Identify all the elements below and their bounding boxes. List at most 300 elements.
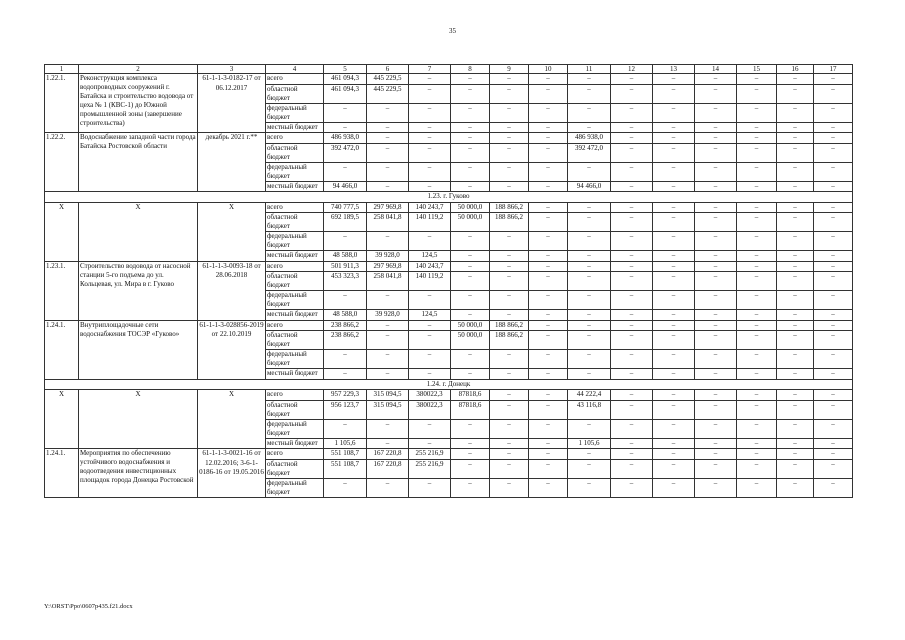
amount-cell: – bbox=[777, 84, 814, 103]
amount-cell: – bbox=[695, 74, 737, 85]
amount-cell: – bbox=[653, 369, 695, 380]
amount-cell: – bbox=[367, 331, 409, 350]
section-title: 1.23. г. Гуково bbox=[45, 192, 853, 203]
amount-cell: – bbox=[451, 103, 490, 122]
funding-source-label: местный бюджет bbox=[266, 310, 324, 321]
column-number: 14 bbox=[695, 65, 737, 74]
amount-cell: – bbox=[611, 272, 653, 291]
amount-cell: – bbox=[611, 320, 653, 331]
amount-cell: – bbox=[777, 369, 814, 380]
amount-cell: – bbox=[529, 400, 568, 419]
funding-source-label: всего bbox=[266, 390, 324, 401]
amount-cell: – bbox=[814, 143, 853, 162]
amount-cell: 140 119,2 bbox=[409, 272, 451, 291]
amount-cell: 50 000,0 bbox=[451, 202, 490, 213]
amount-cell: – bbox=[653, 459, 695, 478]
funding-source-label: областной бюджет bbox=[266, 272, 324, 291]
amount-cell: – bbox=[611, 133, 653, 144]
amount-cell: – bbox=[814, 419, 853, 438]
amount-cell: – bbox=[568, 122, 611, 133]
amount-cell: – bbox=[737, 213, 777, 232]
amount-cell: – bbox=[653, 103, 695, 122]
amount-cell: – bbox=[777, 133, 814, 144]
amount-cell: – bbox=[695, 272, 737, 291]
amount-cell: – bbox=[611, 350, 653, 369]
amount-cell: – bbox=[490, 162, 529, 181]
amount-cell: – bbox=[409, 133, 451, 144]
amount-cell: 48 588,0 bbox=[324, 310, 367, 321]
amount-cell: – bbox=[451, 459, 490, 478]
amount-cell: – bbox=[529, 232, 568, 251]
amount-cell: – bbox=[814, 181, 853, 192]
column-number-row bbox=[45, 65, 853, 74]
amount-cell: – bbox=[568, 261, 611, 272]
amount-cell: – bbox=[611, 251, 653, 262]
amount-cell: – bbox=[367, 133, 409, 144]
amount-cell: – bbox=[451, 291, 490, 310]
amount-cell: – bbox=[490, 143, 529, 162]
amount-cell: 486 938,0 bbox=[568, 133, 611, 144]
amount-cell: – bbox=[490, 291, 529, 310]
amount-cell: – bbox=[695, 419, 737, 438]
amount-cell: – bbox=[695, 122, 737, 133]
amount-cell: – bbox=[814, 261, 853, 272]
amount-cell: – bbox=[451, 419, 490, 438]
amount-cell: – bbox=[490, 251, 529, 262]
amount-cell: – bbox=[777, 291, 814, 310]
amount-cell: – bbox=[814, 438, 853, 449]
section-title: 1.24. г. Донецк bbox=[45, 379, 853, 390]
amount-cell: – bbox=[409, 84, 451, 103]
amount-cell: 87818,6 bbox=[451, 400, 490, 419]
amount-cell: – bbox=[529, 181, 568, 192]
funding-source-label: всего bbox=[266, 320, 324, 331]
amount-cell: – bbox=[777, 162, 814, 181]
amount-cell: – bbox=[737, 291, 777, 310]
amount-cell: – bbox=[737, 232, 777, 251]
amount-cell: – bbox=[653, 438, 695, 449]
amount-cell: – bbox=[324, 291, 367, 310]
amount-cell: – bbox=[737, 390, 777, 401]
amount-cell: – bbox=[653, 478, 695, 497]
column-number: 8 bbox=[451, 65, 490, 74]
column-number: 10 bbox=[529, 65, 568, 74]
amount-cell: – bbox=[529, 310, 568, 321]
item-code: 1.23.1. bbox=[45, 261, 79, 320]
amount-cell: – bbox=[737, 162, 777, 181]
amount-cell: – bbox=[451, 310, 490, 321]
amount-cell: – bbox=[695, 84, 737, 103]
amount-cell: – bbox=[529, 202, 568, 213]
amount-cell: – bbox=[409, 181, 451, 192]
funding-source-label: всего bbox=[266, 74, 324, 85]
amount-cell: 392 472,0 bbox=[568, 143, 611, 162]
amount-cell: – bbox=[451, 261, 490, 272]
amount-cell: 1 105,6 bbox=[568, 438, 611, 449]
amount-cell: – bbox=[529, 449, 568, 460]
funding-source-label: областной бюджет bbox=[266, 400, 324, 419]
amount-cell: – bbox=[324, 232, 367, 251]
amount-cell: 48 588,0 bbox=[324, 251, 367, 262]
amount-cell: – bbox=[611, 459, 653, 478]
amount-cell: – bbox=[529, 390, 568, 401]
amount-cell: – bbox=[568, 310, 611, 321]
funding-source-label: местный бюджет bbox=[266, 369, 324, 380]
amount-cell: – bbox=[568, 103, 611, 122]
amount-cell: 392 472,0 bbox=[324, 143, 367, 162]
amount-cell: – bbox=[409, 369, 451, 380]
amount-cell: – bbox=[777, 459, 814, 478]
amount-cell: – bbox=[568, 320, 611, 331]
amount-cell: – bbox=[324, 478, 367, 497]
table-row bbox=[45, 390, 853, 401]
funding-source-label: всего bbox=[266, 449, 324, 460]
amount-cell: – bbox=[737, 459, 777, 478]
amount-cell: – bbox=[777, 181, 814, 192]
table-row bbox=[45, 261, 853, 272]
item-document: 61-1-1-3-0093-18 от 28.06.2018 bbox=[198, 261, 266, 320]
amount-cell: 461 094,3 bbox=[324, 74, 367, 85]
amount-cell: 140 119,2 bbox=[409, 213, 451, 232]
amount-cell: – bbox=[814, 272, 853, 291]
amount-cell: – bbox=[695, 350, 737, 369]
amount-cell: – bbox=[529, 369, 568, 380]
section-header-row bbox=[45, 379, 853, 390]
amount-cell: – bbox=[695, 251, 737, 262]
amount-cell: 445 229,5 bbox=[367, 74, 409, 85]
amount-cell: – bbox=[814, 390, 853, 401]
amount-cell: – bbox=[529, 213, 568, 232]
amount-cell: – bbox=[695, 133, 737, 144]
amount-cell: – bbox=[653, 133, 695, 144]
amount-cell: – bbox=[695, 162, 737, 181]
amount-cell: – bbox=[814, 449, 853, 460]
amount-cell: – bbox=[324, 162, 367, 181]
amount-cell: – bbox=[529, 84, 568, 103]
amount-cell: 43 116,8 bbox=[568, 400, 611, 419]
amount-cell: 453 323,3 bbox=[324, 272, 367, 291]
item-code: 1.22.2. bbox=[45, 133, 79, 192]
item-document: 61-1-1-3-0021-16 от 12.02.2016; 3-6-1-0186-16 от 19.05.2016 bbox=[198, 449, 266, 498]
amount-cell: – bbox=[653, 272, 695, 291]
funding-source-label: федеральный бюджет bbox=[266, 232, 324, 251]
amount-cell: 957 229,3 bbox=[324, 390, 367, 401]
amount-cell: – bbox=[695, 181, 737, 192]
amount-cell: – bbox=[695, 478, 737, 497]
column-number: 5 bbox=[324, 65, 367, 74]
column-number: 15 bbox=[737, 65, 777, 74]
amount-cell: 258 041,8 bbox=[367, 213, 409, 232]
funding-source-label: областной бюджет bbox=[266, 84, 324, 103]
amount-cell: – bbox=[490, 74, 529, 85]
amount-cell: – bbox=[695, 103, 737, 122]
amount-cell: 297 969,8 bbox=[367, 261, 409, 272]
funding-source-label: федеральный бюджет bbox=[266, 103, 324, 122]
amount-cell: – bbox=[737, 143, 777, 162]
amount-cell: – bbox=[529, 143, 568, 162]
column-number: 9 bbox=[490, 65, 529, 74]
amount-cell: – bbox=[814, 350, 853, 369]
amount-cell: – bbox=[451, 478, 490, 497]
amount-cell: – bbox=[653, 291, 695, 310]
amount-cell: – bbox=[367, 143, 409, 162]
amount-cell: 140 243,7 bbox=[409, 261, 451, 272]
amount-cell: – bbox=[695, 331, 737, 350]
amount-cell: – bbox=[529, 419, 568, 438]
amount-cell: – bbox=[695, 232, 737, 251]
amount-cell: – bbox=[324, 369, 367, 380]
column-number: 13 bbox=[653, 65, 695, 74]
amount-cell: – bbox=[777, 232, 814, 251]
amount-cell: – bbox=[695, 310, 737, 321]
amount-cell: – bbox=[611, 478, 653, 497]
amount-cell: – bbox=[490, 419, 529, 438]
amount-cell: – bbox=[367, 232, 409, 251]
amount-cell: – bbox=[777, 202, 814, 213]
amount-cell: – bbox=[529, 122, 568, 133]
amount-cell: – bbox=[653, 390, 695, 401]
amount-cell: 39 928,0 bbox=[367, 310, 409, 321]
amount-cell: – bbox=[653, 74, 695, 85]
amount-cell: – bbox=[409, 478, 451, 497]
amount-cell: – bbox=[451, 122, 490, 133]
amount-cell: – bbox=[737, 369, 777, 380]
amount-cell: – bbox=[568, 369, 611, 380]
amount-cell: – bbox=[324, 122, 367, 133]
amount-cell: – bbox=[814, 162, 853, 181]
amount-cell: – bbox=[568, 331, 611, 350]
amount-cell: – bbox=[777, 261, 814, 272]
item-name: X bbox=[79, 202, 198, 261]
amount-cell: – bbox=[814, 369, 853, 380]
amount-cell: – bbox=[737, 251, 777, 262]
amount-cell: – bbox=[367, 320, 409, 331]
amount-cell: 167 220,8 bbox=[367, 459, 409, 478]
amount-cell: – bbox=[490, 459, 529, 478]
amount-cell: – bbox=[695, 291, 737, 310]
amount-cell: – bbox=[409, 419, 451, 438]
amount-cell: 551 108,7 bbox=[324, 449, 367, 460]
amount-cell: – bbox=[737, 202, 777, 213]
amount-cell: – bbox=[568, 449, 611, 460]
item-code: 1.22.1. bbox=[45, 74, 79, 133]
amount-cell: – bbox=[814, 202, 853, 213]
amount-cell: – bbox=[529, 133, 568, 144]
amount-cell: – bbox=[451, 84, 490, 103]
amount-cell: – bbox=[653, 181, 695, 192]
amount-cell: – bbox=[611, 213, 653, 232]
column-number: 3 bbox=[198, 65, 266, 74]
amount-cell: – bbox=[737, 133, 777, 144]
amount-cell: – bbox=[653, 202, 695, 213]
item-code: X bbox=[45, 202, 79, 261]
amount-cell: – bbox=[814, 232, 853, 251]
amount-cell: – bbox=[367, 122, 409, 133]
amount-cell: – bbox=[490, 400, 529, 419]
item-document: X bbox=[198, 202, 266, 261]
item-name: Водоснабжение западной части города Батайска Ростовской области bbox=[79, 133, 198, 192]
column-number: 1 bbox=[45, 65, 79, 74]
amount-cell: – bbox=[737, 400, 777, 419]
amount-cell: – bbox=[777, 331, 814, 350]
amount-cell: – bbox=[737, 331, 777, 350]
amount-cell: 50 000,0 bbox=[451, 331, 490, 350]
amount-cell: 297 969,8 bbox=[367, 202, 409, 213]
amount-cell: – bbox=[814, 213, 853, 232]
amount-cell: – bbox=[451, 438, 490, 449]
table-row bbox=[45, 133, 853, 144]
amount-cell: – bbox=[529, 331, 568, 350]
amount-cell: – bbox=[814, 122, 853, 133]
amount-cell: 50 000,0 bbox=[451, 213, 490, 232]
amount-cell: – bbox=[568, 350, 611, 369]
amount-cell: – bbox=[611, 400, 653, 419]
amount-cell: – bbox=[451, 232, 490, 251]
amount-cell: – bbox=[777, 143, 814, 162]
amount-cell: – bbox=[814, 331, 853, 350]
amount-cell: – bbox=[737, 438, 777, 449]
amount-cell: – bbox=[529, 320, 568, 331]
amount-cell: – bbox=[777, 320, 814, 331]
amount-cell: – bbox=[367, 291, 409, 310]
amount-cell: – bbox=[529, 459, 568, 478]
amount-cell: – bbox=[409, 103, 451, 122]
amount-cell: – bbox=[490, 122, 529, 133]
file-path-footer: Y:\ORST\Ppo\0607p435.f21.docx bbox=[44, 603, 133, 610]
amount-cell: – bbox=[451, 181, 490, 192]
funding-source-label: федеральный бюджет bbox=[266, 419, 324, 438]
amount-cell: – bbox=[611, 162, 653, 181]
amount-cell: – bbox=[814, 459, 853, 478]
item-document: X bbox=[198, 390, 266, 449]
amount-cell: 255 216,9 bbox=[409, 449, 451, 460]
amount-cell: – bbox=[653, 350, 695, 369]
amount-cell: – bbox=[490, 272, 529, 291]
funding-source-label: областной бюджет bbox=[266, 459, 324, 478]
amount-cell: – bbox=[611, 310, 653, 321]
amount-cell: – bbox=[529, 251, 568, 262]
amount-cell: 50 000,0 bbox=[451, 320, 490, 331]
amount-cell: – bbox=[695, 213, 737, 232]
amount-cell: – bbox=[653, 232, 695, 251]
amount-cell: – bbox=[777, 350, 814, 369]
item-document: декабрь 2021 г.** bbox=[198, 133, 266, 192]
amount-cell: – bbox=[568, 162, 611, 181]
amount-cell: – bbox=[367, 181, 409, 192]
item-code: X bbox=[45, 390, 79, 449]
amount-cell: – bbox=[653, 400, 695, 419]
amount-cell: – bbox=[568, 272, 611, 291]
amount-cell: – bbox=[367, 438, 409, 449]
amount-cell: 188 866,2 bbox=[490, 202, 529, 213]
amount-cell: – bbox=[568, 419, 611, 438]
amount-cell: – bbox=[814, 133, 853, 144]
amount-cell: – bbox=[695, 369, 737, 380]
amount-cell: – bbox=[653, 331, 695, 350]
amount-cell: – bbox=[695, 459, 737, 478]
item-name: Мероприятия по обеспечению устойчивого водоснабжения и водоотведения инвестиционных площадок города Донецка Ростовской bbox=[79, 449, 198, 498]
page-number: 35 bbox=[449, 27, 456, 35]
amount-cell: – bbox=[490, 133, 529, 144]
amount-cell: – bbox=[367, 162, 409, 181]
amount-cell: – bbox=[529, 291, 568, 310]
funding-source-label: местный бюджет bbox=[266, 122, 324, 133]
amount-cell: – bbox=[451, 133, 490, 144]
amount-cell: 238 866,2 bbox=[324, 320, 367, 331]
amount-cell: – bbox=[324, 419, 367, 438]
amount-cell: – bbox=[409, 232, 451, 251]
column-number: 6 bbox=[367, 65, 409, 74]
amount-cell: – bbox=[451, 449, 490, 460]
amount-cell: – bbox=[409, 291, 451, 310]
amount-cell: 956 123,7 bbox=[324, 400, 367, 419]
item-document: 61-1-1-3-028856-2019 от 22.10.2019 bbox=[198, 320, 266, 379]
amount-cell: 44 222,4 bbox=[568, 390, 611, 401]
amount-cell: – bbox=[568, 251, 611, 262]
column-number: 17 bbox=[814, 65, 853, 74]
amount-cell: – bbox=[529, 261, 568, 272]
amount-cell: – bbox=[777, 251, 814, 262]
amount-cell: – bbox=[814, 320, 853, 331]
amount-cell: – bbox=[737, 419, 777, 438]
amount-cell: – bbox=[777, 74, 814, 85]
amount-cell: – bbox=[529, 438, 568, 449]
funding-source-label: местный бюджет bbox=[266, 438, 324, 449]
amount-cell: – bbox=[695, 449, 737, 460]
amount-cell: – bbox=[611, 261, 653, 272]
amount-cell: – bbox=[611, 449, 653, 460]
amount-cell: – bbox=[490, 390, 529, 401]
amount-cell: – bbox=[490, 232, 529, 251]
amount-cell: 740 777,5 bbox=[324, 202, 367, 213]
amount-cell: – bbox=[695, 390, 737, 401]
amount-cell: 380022,3 bbox=[409, 390, 451, 401]
amount-cell: 501 911,3 bbox=[324, 261, 367, 272]
amount-cell: 39 928,0 bbox=[367, 251, 409, 262]
item-code: 1.24.1. bbox=[45, 449, 79, 498]
amount-cell: – bbox=[451, 350, 490, 369]
funding-source-label: местный бюджет bbox=[266, 251, 324, 262]
amount-cell: – bbox=[695, 438, 737, 449]
amount-cell: – bbox=[611, 291, 653, 310]
funding-source-label: всего bbox=[266, 202, 324, 213]
amount-cell: – bbox=[777, 419, 814, 438]
amount-cell: 255 216,9 bbox=[409, 459, 451, 478]
amount-cell: – bbox=[324, 350, 367, 369]
amount-cell: – bbox=[490, 350, 529, 369]
funding-source-label: областной бюджет bbox=[266, 143, 324, 162]
funding-source-label: областной бюджет bbox=[266, 331, 324, 350]
funding-source-label: областной бюджет bbox=[266, 213, 324, 232]
amount-cell: – bbox=[777, 103, 814, 122]
amount-cell: – bbox=[568, 213, 611, 232]
amount-cell: – bbox=[367, 419, 409, 438]
amount-cell: – bbox=[529, 74, 568, 85]
amount-cell: – bbox=[490, 181, 529, 192]
budget-table bbox=[44, 64, 853, 498]
amount-cell: – bbox=[409, 122, 451, 133]
item-name: Внутриплощадочные сети водоснабжения ТОСЭР «Гуково» bbox=[79, 320, 198, 379]
amount-cell: – bbox=[737, 272, 777, 291]
amount-cell: – bbox=[529, 350, 568, 369]
amount-cell: – bbox=[409, 331, 451, 350]
amount-cell: – bbox=[529, 272, 568, 291]
amount-cell: – bbox=[409, 320, 451, 331]
amount-cell: – bbox=[451, 369, 490, 380]
amount-cell: – bbox=[777, 213, 814, 232]
item-name: Строительство водовода от насосной станции 5-го подъема до ул. Кольцевая, ул. Мира в г. Гуково bbox=[79, 261, 198, 320]
funding-source-label: федеральный бюджет bbox=[266, 478, 324, 497]
